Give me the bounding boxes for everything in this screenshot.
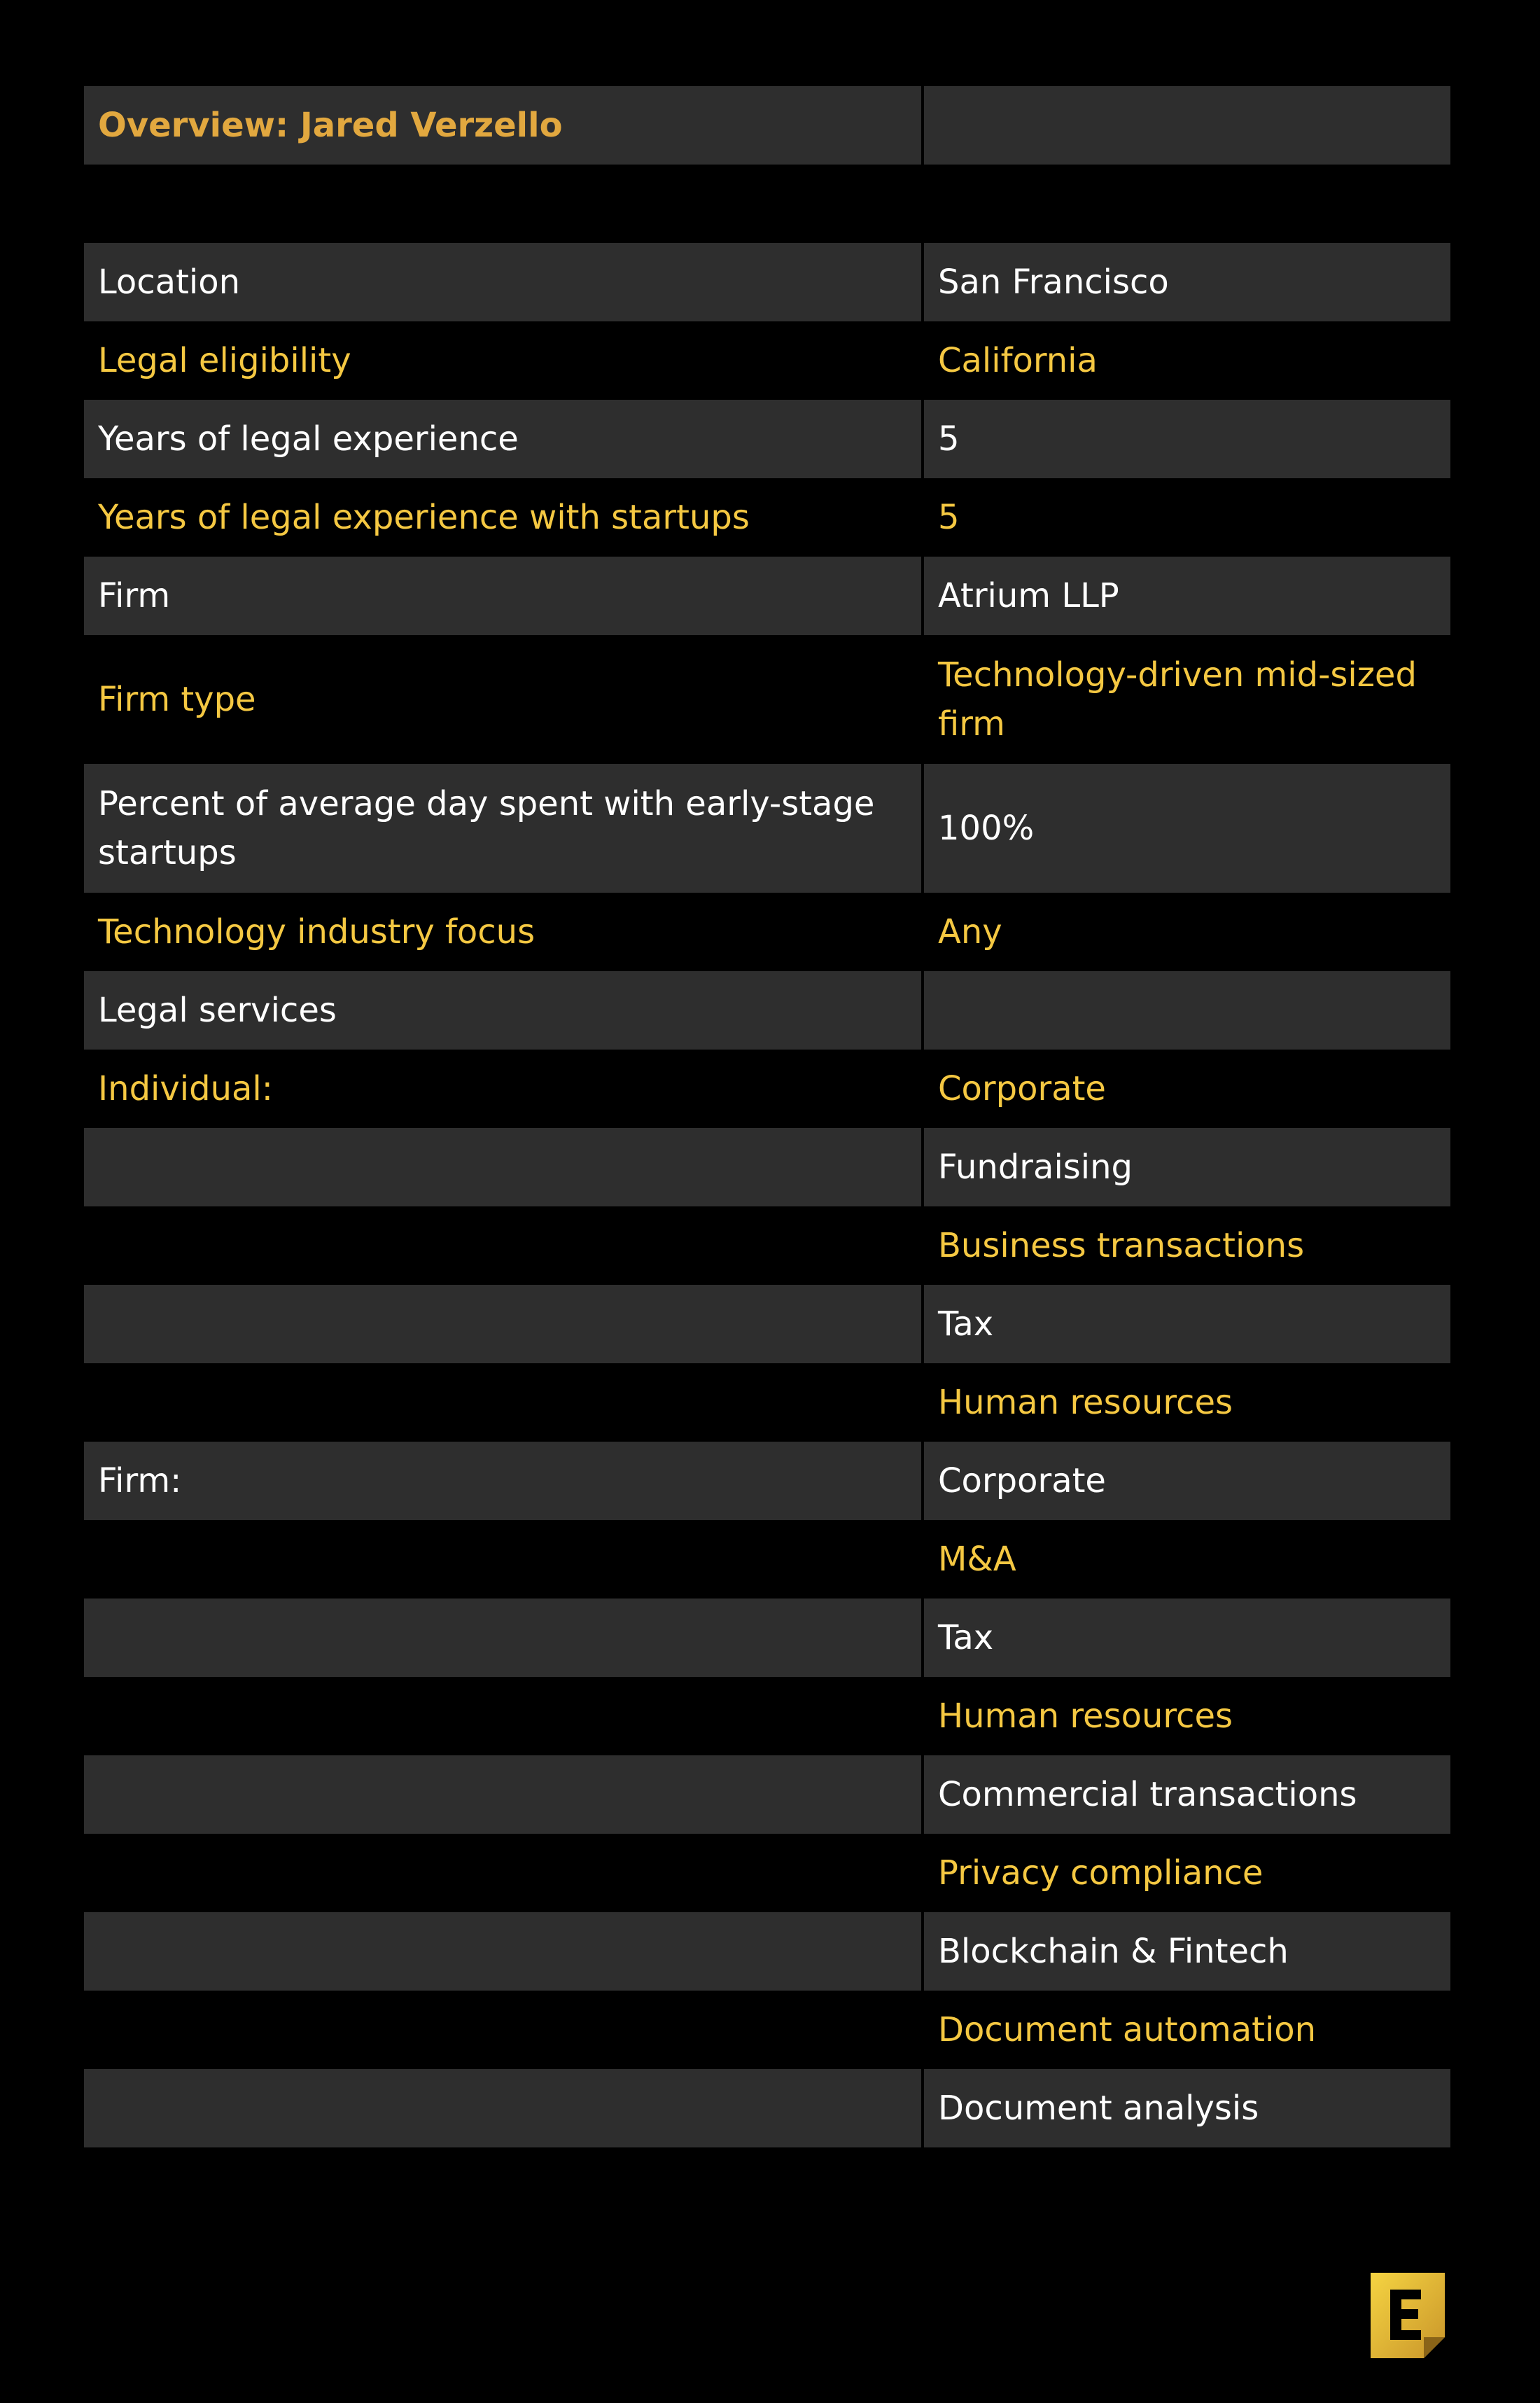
row-value: Document analysis xyxy=(921,2069,1450,2147)
row-label xyxy=(84,1363,921,1442)
row-value: San Francisco xyxy=(921,243,1450,321)
table-row xyxy=(84,1206,1450,1285)
row-value: 5 xyxy=(921,400,1450,478)
header-title-cell xyxy=(84,86,921,165)
row-label: Firm xyxy=(84,557,921,635)
row-value: Fundraising xyxy=(921,1128,1450,1206)
table-header-row xyxy=(84,86,1450,165)
row-label: Percent of average day spent with early-stage startups xyxy=(84,764,921,893)
table-row xyxy=(84,971,1450,1050)
overview-table xyxy=(84,86,1450,2147)
table-row xyxy=(84,2069,1450,2147)
row-label xyxy=(84,1128,921,1206)
row-value: Human resources xyxy=(921,1677,1450,1755)
row-label: Legal services xyxy=(84,971,921,1050)
row-value: Tax xyxy=(921,1285,1450,1363)
row-value: Corporate xyxy=(921,1442,1450,1520)
table-row xyxy=(84,478,1450,557)
row-label xyxy=(84,1520,921,1598)
table-row xyxy=(84,1834,1450,1912)
row-value: Atrium LLP xyxy=(921,557,1450,635)
page-title: Overview: Jared Verzello xyxy=(98,106,563,145)
table-row xyxy=(84,1285,1450,1363)
table-row xyxy=(84,1050,1450,1128)
table-row xyxy=(84,893,1450,971)
row-value: M&A xyxy=(921,1520,1450,1598)
row-value xyxy=(921,971,1450,1050)
table-row xyxy=(84,1520,1450,1598)
row-value: Blockchain & Fintech xyxy=(921,1912,1450,1991)
header-empty-cell xyxy=(921,86,1450,165)
table-row xyxy=(84,321,1450,400)
table-row xyxy=(84,635,1450,764)
table-row xyxy=(84,1677,1450,1755)
row-value: Human resources xyxy=(921,1363,1450,1442)
row-label xyxy=(84,1912,921,1991)
e-logo-icon xyxy=(1371,2273,1445,2358)
row-label xyxy=(84,1285,921,1363)
row-value: 5 xyxy=(921,478,1450,557)
row-label xyxy=(84,1755,921,1834)
row-value: California xyxy=(921,321,1450,400)
table-row xyxy=(84,1442,1450,1520)
row-value: Document automation xyxy=(921,1991,1450,2069)
row-label xyxy=(84,1598,921,1677)
table-row xyxy=(84,400,1450,478)
row-value: Tax xyxy=(921,1598,1450,1677)
spacer-row xyxy=(84,165,1450,243)
row-value: 100% xyxy=(921,764,1450,893)
row-label: Location xyxy=(84,243,921,321)
row-label xyxy=(84,1206,921,1285)
row-label xyxy=(84,2069,921,2147)
row-label xyxy=(84,1677,921,1755)
row-label: Firm type xyxy=(84,635,921,764)
row-value: Technology-driven mid-sized firm xyxy=(921,635,1450,764)
table-row xyxy=(84,764,1450,893)
row-label: Firm: xyxy=(84,1442,921,1520)
row-label: Technology industry focus xyxy=(84,893,921,971)
row-value: Commercial transactions xyxy=(921,1755,1450,1834)
row-label: Years of legal experience xyxy=(84,400,921,478)
row-label: Individual: xyxy=(84,1050,921,1128)
row-label: Years of legal experience with startups xyxy=(84,478,921,557)
table-row xyxy=(84,1991,1450,2069)
row-value: Any xyxy=(921,893,1450,971)
table-row xyxy=(84,1912,1450,1991)
row-value: Privacy compliance xyxy=(921,1834,1450,1912)
row-value: Business transactions xyxy=(921,1206,1450,1285)
table-row xyxy=(84,243,1450,321)
table-row xyxy=(84,1363,1450,1442)
table-row xyxy=(84,1598,1450,1677)
row-label xyxy=(84,1991,921,2069)
table-row xyxy=(84,557,1450,635)
row-value: Corporate xyxy=(921,1050,1450,1128)
row-label: Legal eligibility xyxy=(84,321,921,400)
table-row xyxy=(84,1755,1450,1834)
table-row xyxy=(84,1128,1450,1206)
row-label xyxy=(84,1834,921,1912)
